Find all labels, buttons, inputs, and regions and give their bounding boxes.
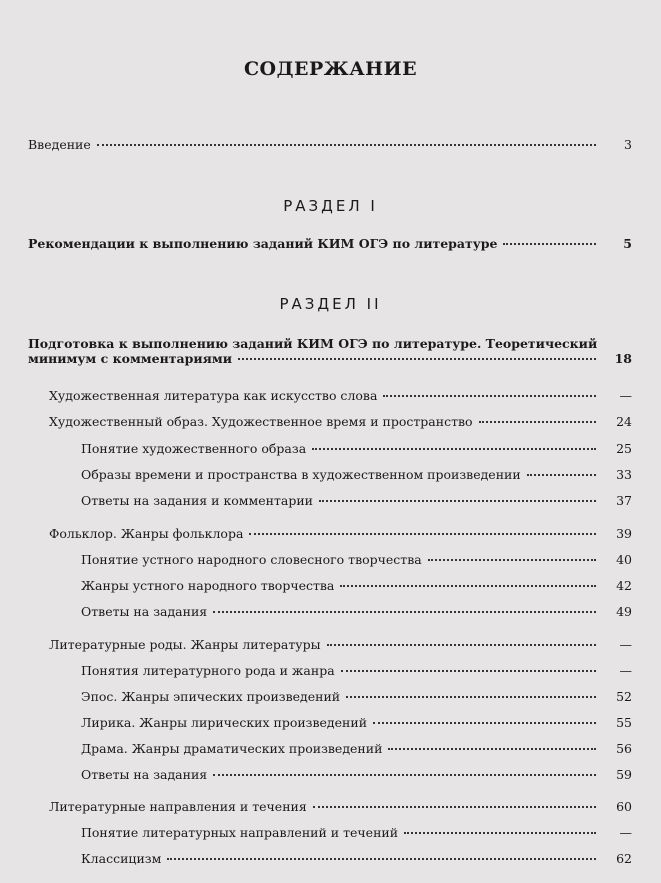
page-title: СОДЕРЖАНИЕ	[243, 58, 418, 80]
dot-leader	[388, 748, 596, 750]
toc-entry-label: минимум с комментариями	[28, 351, 232, 366]
toc-page-number: 49	[616, 604, 632, 619]
toc-page-number: 33	[616, 467, 632, 482]
toc-page-number: 40	[616, 552, 632, 567]
dot-leader	[238, 358, 596, 360]
toc-subentry[interactable]	[81, 767, 632, 782]
toc-entry-recommendations[interactable]	[28, 236, 632, 251]
toc-subentry[interactable]	[81, 741, 632, 756]
dot-leader	[340, 585, 596, 587]
section-heading-2: РАЗДЕЛ II	[279, 295, 382, 313]
toc-page-number: 56	[616, 741, 632, 756]
toc-entry[interactable]	[49, 637, 632, 652]
toc-entry-label: Введение	[28, 137, 91, 152]
toc-page-number: 62	[616, 851, 632, 866]
toc-entry[interactable]	[49, 388, 632, 403]
toc-entry-label: Понятие устного народного словесного творчества	[81, 552, 422, 567]
toc-entry-label: Ответы на задания	[81, 767, 208, 782]
dot-leader	[503, 243, 596, 245]
toc-subentry[interactable]	[81, 578, 632, 593]
dot-leader	[428, 559, 596, 561]
dot-leader	[527, 474, 596, 476]
toc-subentry[interactable]	[81, 552, 632, 567]
toc-entry[interactable]	[49, 799, 632, 814]
dot-leader	[213, 611, 596, 613]
dot-leader	[346, 696, 596, 698]
toc-page-number: —	[619, 663, 632, 678]
toc-page-number: 39	[616, 526, 632, 541]
toc-entry-label: Понятие художественного образа	[81, 441, 307, 456]
toc-entry-label: Литературные роды. Жанры литературы	[49, 637, 321, 652]
toc-page-number: 60	[616, 799, 632, 814]
toc-entry-label: Литературные направления и течения	[49, 799, 307, 814]
dot-leader	[404, 832, 596, 834]
toc-page-number: 3	[624, 137, 632, 152]
toc-subentry[interactable]	[81, 689, 632, 704]
toc-entry-label: Образы времени и пространства в художественном произведении	[81, 467, 521, 482]
toc-entry-label: Ответы на задания и комментарии	[81, 493, 313, 508]
toc-entry-label: Драма. Жанры драматических произведений	[81, 741, 383, 756]
dot-leader	[249, 533, 596, 535]
toc-subentry[interactable]	[81, 825, 632, 840]
toc-entry-label: Художественная литература как искусство слова	[49, 388, 378, 403]
dot-leader	[213, 774, 596, 776]
toc-page-number: 37	[616, 493, 632, 508]
toc-entry-label: Классицизм	[81, 851, 162, 866]
toc-entry-label: Художественный образ. Художественное время и пространство	[49, 414, 473, 429]
toc-page-number: 25	[616, 441, 632, 456]
toc-entry-preparation[interactable]	[28, 336, 632, 366]
toc-page-number: 59	[616, 767, 632, 782]
toc-entry-label: Фольклор. Жанры фольклора	[49, 526, 244, 541]
toc-entry-line2	[28, 351, 632, 366]
toc-page-number: 18	[614, 351, 632, 366]
dot-leader	[479, 421, 596, 423]
dot-leader	[341, 670, 596, 672]
dot-leader	[97, 144, 596, 146]
toc-subentry[interactable]	[81, 715, 632, 730]
dot-leader	[383, 395, 596, 397]
toc-entry-label: Рекомендации к выполнению заданий КИМ ОГЭ по литературе	[28, 236, 498, 251]
toc-subentry[interactable]	[81, 493, 632, 508]
toc-entry-label: Понятия литературного рода и жанра	[81, 663, 335, 678]
toc-page-number: —	[619, 825, 632, 840]
toc-entry-label: Эпос. Жанры эпических произведений	[81, 689, 341, 704]
toc-entry-introduction[interactable]	[28, 137, 632, 152]
toc-entry-label-line1: Подготовка к выполнению заданий КИМ ОГЭ по литературе. Теоретический	[28, 336, 598, 351]
toc-entry[interactable]	[49, 414, 632, 429]
toc-page-number: —	[619, 388, 632, 403]
toc-subentry[interactable]	[81, 851, 632, 866]
toc-page-number: 24	[616, 414, 632, 429]
toc-subentry[interactable]	[81, 441, 632, 456]
section-heading-1: РАЗДЕЛ I	[283, 197, 378, 215]
toc-subentry[interactable]	[81, 663, 632, 678]
dot-leader	[167, 858, 596, 860]
toc-page-number: 5	[623, 236, 632, 251]
toc-entry[interactable]	[49, 526, 632, 541]
toc-page-number: —	[619, 637, 632, 652]
toc-entry-label: Лирика. Жанры лирических произведений	[81, 715, 368, 730]
toc-page-number: 42	[616, 578, 632, 593]
dot-leader	[319, 500, 596, 502]
dot-leader	[373, 722, 596, 724]
dot-leader	[313, 806, 596, 808]
toc-entry-label: Ответы на задания	[81, 604, 208, 619]
dot-leader	[327, 644, 596, 646]
toc-entry-label: Понятие литературных направлений и течений	[81, 825, 399, 840]
toc-entry-label: Жанры устного народного творчества	[81, 578, 335, 593]
toc-subentry[interactable]	[81, 604, 632, 619]
toc-page-number: 52	[616, 689, 632, 704]
toc-page-number: 55	[616, 715, 632, 730]
dot-leader	[312, 448, 596, 450]
toc-subentry[interactable]	[81, 467, 632, 482]
